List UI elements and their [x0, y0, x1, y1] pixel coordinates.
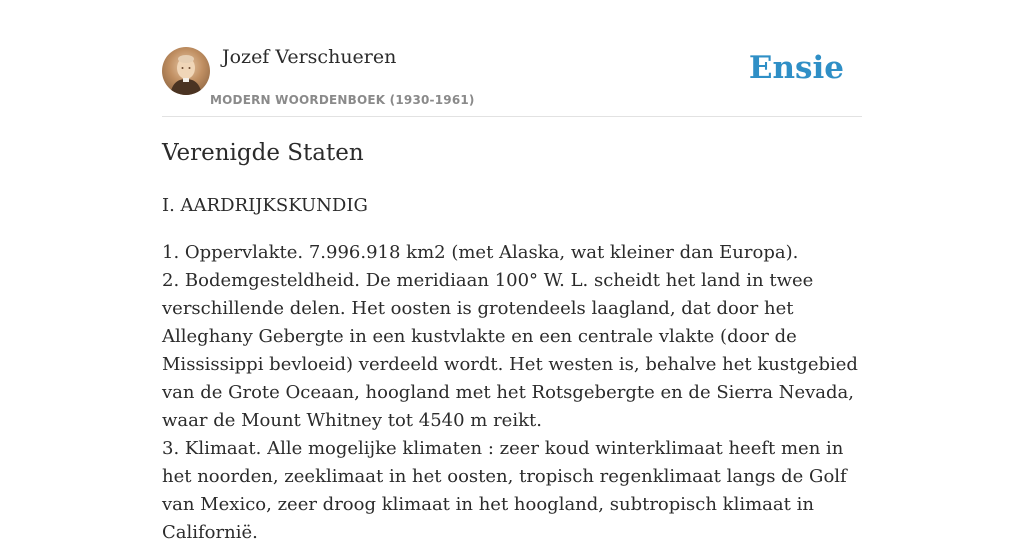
paragraph-klimaat: 3. Klimaat. Alle mogelijke klimaten : zeer koud winterklimaat heeft men in het noorden, zeeklimaat in het oosten, tropisch regenklimaat langs de Golf van Mexico, zeer droog klimaat in het hoogland, subtropisch klimaat in Californië. — [162, 438, 847, 543]
author-name[interactable]: Jozef Verschueren — [222, 46, 397, 68]
paragraph-oppervlakte: 1. Oppervlakte. 7.996.918 km2 (met Alaska, wat kleiner dan Europa). — [162, 242, 799, 263]
section-heading: I. AARDRIJKSKUNDIG — [162, 195, 368, 216]
portrait-icon — [162, 47, 210, 95]
author-avatar[interactable] — [162, 47, 210, 95]
page — [162, 0, 862, 543]
article-title: Verenigde Staten — [162, 140, 364, 166]
paragraph-bodemgesteldheid: 2. Bodemgesteldheid. De meridiaan 100° W. L. scheidt het land in twee verschillende delen. Het oosten is grotendeels laagland, dat door het Alleghany Gebergte in een kustvlakte en een centrale vlakte (door de Mississippi bevloeid) verdeeld wordt. Het westen is, behalve het kustgebied van de Grote Oceaan, hoogland met het Rotsgebergte en de Sierra Nevada, waar de Mount Whitney tot 4540 m reikt. — [162, 270, 858, 431]
source-name[interactable]: MODERN WOORDENBOEK (1930-1961) — [210, 93, 475, 107]
brand-logo[interactable]: Ensie — [748, 50, 844, 86]
header — [162, 0, 862, 117]
article-body — [162, 239, 862, 547]
